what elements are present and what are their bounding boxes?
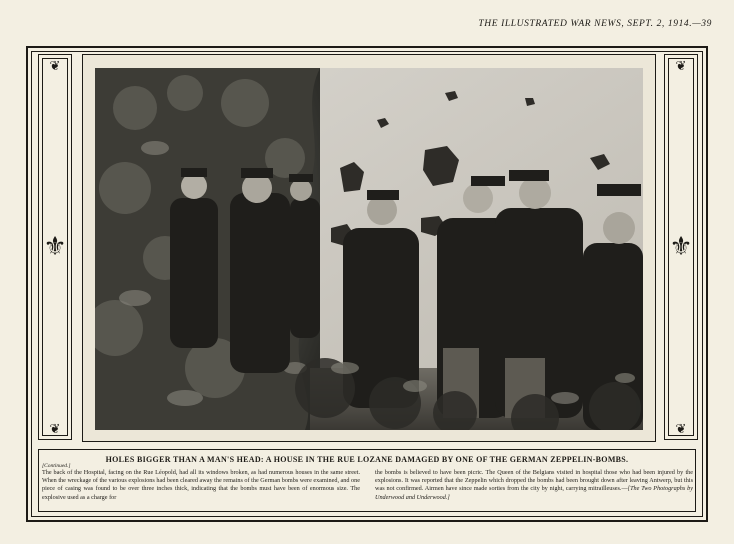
caption-headline: HOLES BIGGER THAN A MAN'S HEAD: A HOUSE IN THE RUE LOZANE DAMAGED BY ONE OF THE GERMAN ZEPPELIN-BOMBS.	[105, 455, 629, 464]
fleur-de-lis-icon: ⚜	[43, 232, 67, 261]
corner-ornament-icon: ❦	[49, 58, 61, 73]
corner-ornament-icon: ❦	[675, 58, 687, 73]
soldiers-beside-damaged-house-photograph	[95, 68, 643, 430]
right-ornament-panel	[664, 54, 698, 440]
corner-ornament-icon: ❦	[675, 421, 687, 436]
caption-column-right-body: the bombs is believed to have been picric. The Queen of the Belgians visited in hospital those who had been injured by the explosions. It was reported that the Zeppelin which dropped the bombs had been brought down after leaving Antwerp, but this was not confirmed. Airmen have since made sorties from the city by night, carrying mitrailleuses.—	[375, 469, 693, 493]
fleur-de-lis-icon: ⚜	[669, 232, 693, 261]
photo-credit: [The Two Photographs by Underwood and Underwood.]	[375, 485, 694, 501]
caption-column-left: The back of the Hospital, facing on the Rue Léopold, had all its windows broken, as had numerous houses in the same street. When the wreckage of the various explosions had been cleared away the remains of the German bombs were examined, and one piece of casing was found to be over three inches thick, indicating that the bombs must have been of enormous size. The explosive used as a charge for	[42, 469, 360, 501]
corner-ornament-icon: ❦	[49, 421, 61, 436]
running-header: THE ILLUSTRATED WAR NEWS, SEPT. 2, 1914.—39	[478, 19, 712, 29]
left-ornament-panel	[38, 54, 72, 440]
caption-column-right	[375, 469, 693, 502]
continued-label: [Continued.]	[42, 463, 71, 469]
